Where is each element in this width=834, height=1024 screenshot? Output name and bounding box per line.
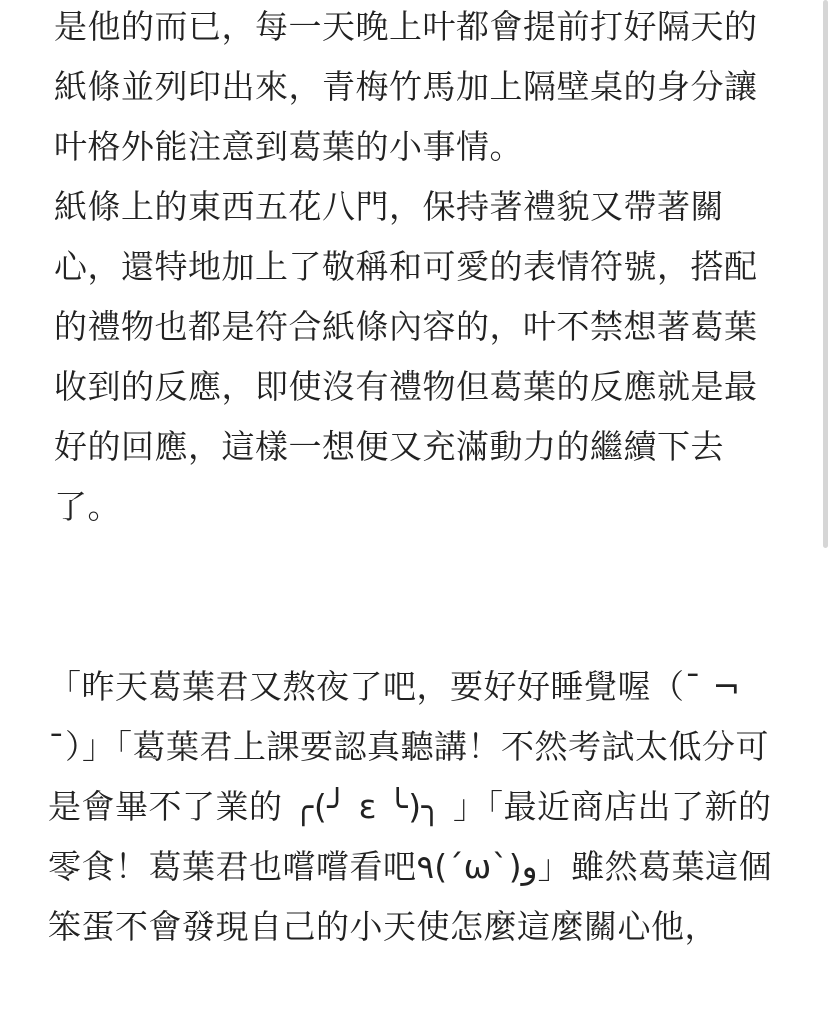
article-paragraph-notes: 「昨天葛葉君又熬夜了吧，要好好睡覺喔（¯ ¬¯）」「葛葉君上課要認真聽講！不然考試太低分可是會畢不了業的 ╭(╯ ε ╰)╮ 」「最近商店出了新的零食！葛葉君也嚐嚐看吧٩(ˊωˋ)و」雖然葛葉這個笨蛋不會發現自己的小天使怎麼這麼關心他， <box>48 667 773 946</box>
article-paragraph: 紙條上的東西五花八門，保持著禮貌又帶著關心，還特地加上了敬稱和可愛的表情符號，搭配的禮物也都是符合紙條內容的，叶不禁想著葛葉收到的反應，即使沒有禮物但葛葉的反應就是最好的回應，這樣一想便又充滿動力的繼續下去了。 <box>54 187 758 526</box>
text-fade-overlay <box>300 960 780 1024</box>
article-paragraph: 是他的而已，每一天晚上叶都會提前打好隔天的紙條並列印出來，青梅竹馬加上隔壁桌的身分讓叶格外能注意到葛葉的小事情。 <box>54 7 758 166</box>
vertical-scrollbar[interactable] <box>823 0 828 548</box>
